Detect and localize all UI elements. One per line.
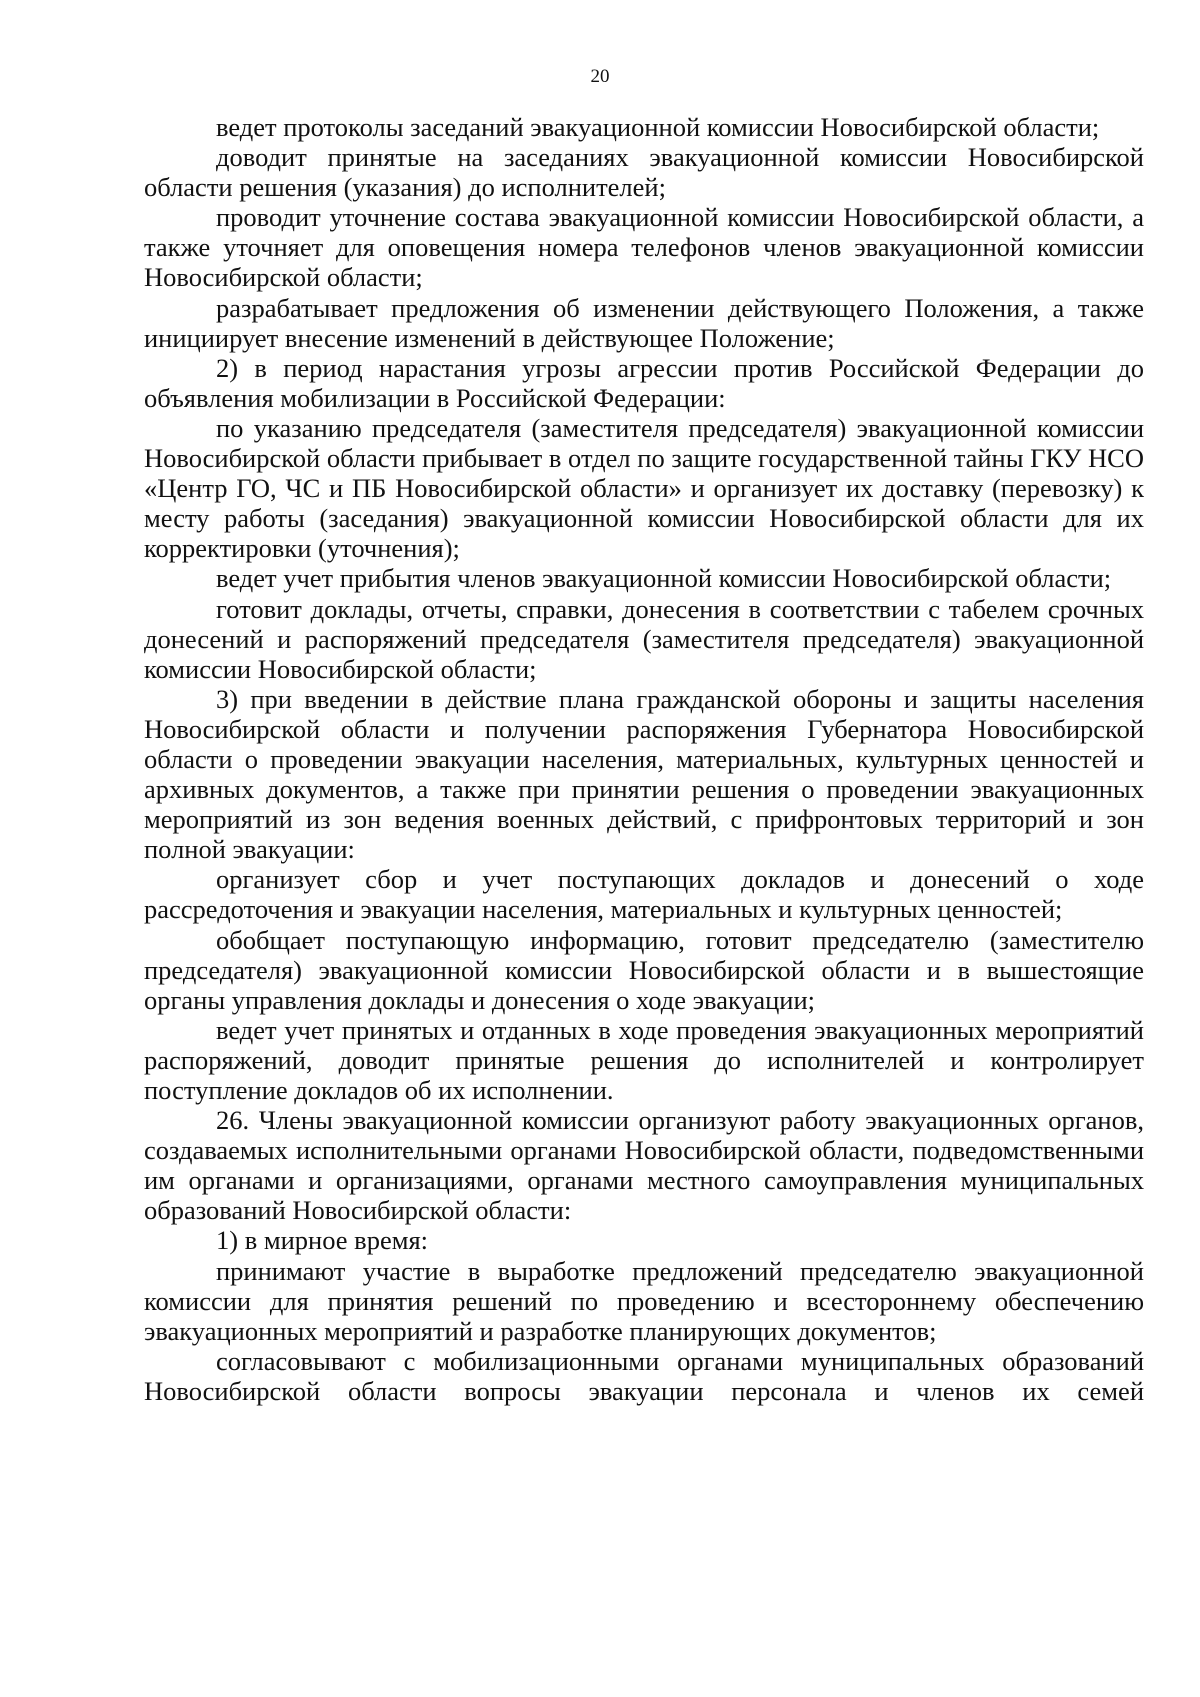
paragraph: 2) в период нарастания угрозы агрессии против Российской Федерации до объявления мобилизации в Российской Федерации: (144, 352, 1144, 413)
page-number: 20 (590, 66, 610, 87)
paragraph: 3) при введении в действие плана гражданской обороны и защиты населения Новосибирской области и получении распоряжения Губернатора Новосибирской области о проведении эвакуации населения, материальных, культурных ценностей и архивных документов, а также при принятии решения о проведении эвакуационных мероприятий из зон ведения военных действий, с прифронтовых территорий и зон полной эвакуации: (144, 683, 1144, 865)
paragraph: разрабатывает предложения об изменении действующего Положения, а также инициирует внесение изменений в действующее Положение; (144, 292, 1144, 353)
paragraph: обобщает поступающую информацию, готовит председателю (заместителю председателя) эвакуационной комиссии Новосибирской области и в вышестоящие органы управления доклады и донесения о ходе эвакуации; (144, 924, 1144, 1015)
paragraph: доводит принятые на заседаниях эвакуационной комиссии Новосибирской области решения (указания) до исполнителей; (144, 142, 1144, 203)
paragraph: организует сбор и учет поступающих докладов и донесений о ходе рассредоточения и эвакуации населения, материальных и культурных ценностей; (144, 864, 1144, 925)
paragraph: по указанию председателя (заместителя председателя) эвакуационной комиссии Новосибирской области прибывает в отдел по защите государственной тайны ГКУ НСО «Центр ГО, ЧС и ПБ Новосибирской области» и организует их доставку (перевозку) к месту работы (заседания) эвакуационной комиссии Новосибирской области для их корректировки (уточнения); (144, 412, 1144, 564)
paragraph: ведет учет прибытия членов эвакуационной комиссии Новосибирской области; (216, 563, 1112, 594)
paragraph: согласовывают с мобилизационными органами муниципальных образований Новосибирской области вопросы эвакуации персонала и членов их семей (144, 1345, 1144, 1406)
paragraph: ведет учет принятых и отданных в ходе проведения эвакуационных мероприятий распоряжений, доводит принятые решения до исполнителей и контролирует поступление докладов об их исполнении. (144, 1014, 1144, 1105)
paragraph: 1) в мирное время: (216, 1225, 429, 1256)
paragraph: принимают участие в выработке предложений председателю эвакуационной комиссии для принятия решений по проведению и всестороннему обеспечению эвакуационных мероприятий и разработке планирующих документов; (144, 1255, 1144, 1346)
document-body (144, 112, 1144, 1406)
paragraph: ведет протоколы заседаний эвакуационной комиссии Новосибирской области; (216, 112, 1100, 142)
paragraph: готовит доклады, отчеты, справки, донесения в соответствии с табелем срочных донесений и распоряжений председателя (заместителя председателя) эвакуационной комиссии Новосибирской области; (144, 593, 1144, 684)
paragraph: проводит уточнение состава эвакуационной комиссии Новосибирской области, а также уточняет для оповещения номера телефонов членов эвакуационной комиссии Новосибирской области; (144, 202, 1144, 293)
paragraph: 26. Члены эвакуационной комиссии организуют работу эвакуационных органов, создаваемых исполнительными органами Новосибирской области, подведомственными им органами и организациями, органами местного самоуправления муниципальных образований Новосибирской области: (144, 1105, 1144, 1226)
